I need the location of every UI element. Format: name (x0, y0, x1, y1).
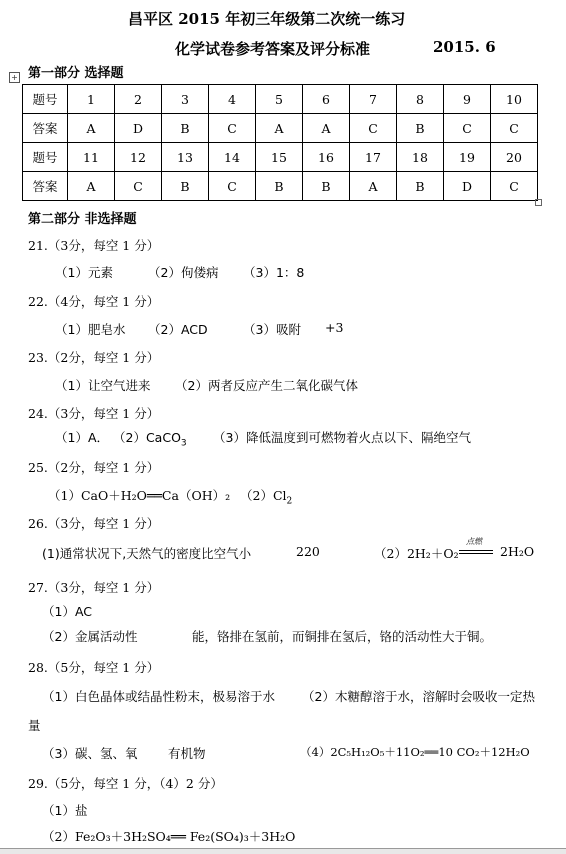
table-resize-handle-icon[interactable] (535, 199, 542, 206)
table-cell: A (350, 172, 397, 201)
table-cell: 12 (115, 143, 162, 172)
table-cell: 16 (303, 143, 350, 172)
table-cell: 3 (162, 85, 209, 114)
table-cell: 6 (303, 85, 350, 114)
table-cell: B (256, 172, 303, 201)
q24-answer-2 (113, 428, 187, 449)
q21-answer-1: （1）元素 (55, 265, 113, 280)
table-cell: B (303, 172, 350, 201)
q24-answer-2-text: （2）CaCO (113, 430, 181, 445)
q22-heading: 22.（4分，每空 1 分） (28, 294, 160, 309)
table-row (23, 143, 538, 172)
table-cell: 18 (397, 143, 444, 172)
q27-answer-3: 能，铬排在氢前，而铜排在氢后，铬的活动性大于铜。 (192, 629, 493, 644)
page-subtitle: 化学试卷参考答案及评分标准 (175, 40, 371, 58)
q23-answer-2: （2）两者反应产生二氧化碳气体 (175, 378, 358, 393)
q21-answer-2: （2）佝偻病 (148, 265, 219, 280)
table-move-handle-icon[interactable]: + (9, 72, 20, 83)
q25-heading: 25.（2分，每空 1 分） (28, 460, 160, 475)
q28-answer-1: （1）白色晶体或结晶性粉末，极易溶于水 (42, 689, 275, 704)
q24-heading: 24.（3分，每空 1 分） (28, 406, 160, 421)
table-cell: 13 (162, 143, 209, 172)
q24-answer-2-subscript: 3 (180, 438, 187, 449)
table-cell: A (303, 114, 350, 143)
table-cell: C (209, 114, 256, 143)
q21-heading: 21.（3分，每空 1 分） (28, 238, 160, 253)
table-cell: A (68, 114, 115, 143)
q25-answer-2-text: （2）Cl (240, 488, 287, 503)
table-cell: B (397, 172, 444, 201)
q23-answer-1: （1）让空气进来 (55, 378, 151, 393)
table-cell: 14 (209, 143, 256, 172)
q24-answer-1: （1）A． (55, 430, 110, 445)
table-row (23, 114, 538, 143)
page-date: 2015. 6 (433, 38, 496, 56)
q29-answer-1: （1）盐 (42, 803, 88, 818)
table-cell: 15 (256, 143, 303, 172)
table-cell: C (350, 114, 397, 143)
q27-answer-2: （2）金属活动性 (42, 629, 138, 644)
q22-answer-1: （1）肥皂水 (55, 322, 126, 337)
table-cell: C (444, 114, 491, 143)
table-cell: 10 (491, 85, 538, 114)
row-label: 题号 (23, 143, 68, 172)
q26-condition-label: 点燃 (466, 537, 482, 546)
table-cell: B (162, 172, 209, 201)
part1-heading: 第一部分 选择题 (28, 66, 124, 81)
table-cell: 11 (68, 143, 115, 172)
q25-answer-1: （1）CaO＋H₂O══Ca（OH）₂ (48, 488, 231, 503)
q24-answer-3: （3）降低温度到可燃物着火点以下、隔绝空气 (213, 430, 471, 445)
table-cell: C (491, 172, 538, 201)
q23-heading: 23.（2分，每空 1 分） (28, 350, 160, 365)
row-label: 答案 (23, 172, 68, 201)
q26-answer-2: 220 (296, 544, 320, 559)
table-cell: 20 (491, 143, 538, 172)
q28-answer-2-continued: 量 (28, 718, 41, 733)
table-cell: 8 (397, 85, 444, 114)
q26-heading: 26.（3分，每空 1 分） (28, 516, 160, 531)
q28-answer-3: （3）碳、氢、氧 (42, 746, 138, 761)
q27-answer-1: （1）AC (42, 604, 93, 619)
q21-answer-3: （3）1：8 (243, 265, 305, 280)
q22-answer-2: （2）ACD (148, 322, 208, 337)
q25-answer-2-subscript: 2 (286, 496, 293, 507)
table-cell: B (162, 114, 209, 143)
q26-answer-3-left: （2）2H₂＋O₂ (374, 546, 459, 561)
table-cell: 2 (115, 85, 162, 114)
table-cell: 4 (209, 85, 256, 114)
q25-answer-2 (240, 486, 292, 507)
q27-heading: 27.（3分，每空 1 分） (28, 580, 160, 595)
table-cell: 5 (256, 85, 303, 114)
table-row (23, 172, 538, 201)
q28-answer-4: 有机物 (168, 746, 206, 761)
q26-answer-1: (1)通常状况下,天然气的密度比空气小 (42, 546, 252, 561)
table-cell: 17 (350, 143, 397, 172)
q26-answer-3-right: 2H₂O (500, 544, 535, 559)
table-cell: D (115, 114, 162, 143)
q29-answer-2: （2）Fe₂O₃＋3H₂SO₄══ Fe₂(SO₄)₃＋3H₂O (42, 829, 296, 844)
q28-heading: 28.（5分，每空 1 分） (28, 660, 160, 675)
table-row (23, 85, 538, 114)
table-cell: 1 (68, 85, 115, 114)
page-title: 昌平区 2015 年初三年级第二次统一练习 (128, 10, 406, 28)
part2-heading: 第二部分 非选择题 (28, 212, 137, 227)
table-cell: A (256, 114, 303, 143)
q26-equation-arrow (459, 550, 493, 554)
table-cell: D (444, 172, 491, 201)
table-cell: C (209, 172, 256, 201)
row-label: 答案 (23, 114, 68, 143)
table-cell: 7 (350, 85, 397, 114)
table-cell: C (491, 114, 538, 143)
q28-answer-2: （2）木糖醇溶于水，溶解时会吸收一定热 (302, 689, 535, 704)
q22-answer-4: +3 (325, 320, 344, 335)
page-bottom-edge (0, 848, 566, 854)
row-label: 题号 (23, 85, 68, 114)
answer-table (22, 84, 538, 201)
table-cell: A (68, 172, 115, 201)
table-cell: B (397, 114, 444, 143)
table-cell: 9 (444, 85, 491, 114)
table-cell: 19 (444, 143, 491, 172)
table-cell: C (115, 172, 162, 201)
q22-answer-3: （3）吸附 (243, 322, 301, 337)
q29-heading: 29.（5分，每空 1 分，（4）2 分） (28, 776, 223, 791)
q28-answer-5: （4）2C₅H₁₂O₅＋11O₂══10 CO₂＋12H₂O (300, 745, 530, 759)
